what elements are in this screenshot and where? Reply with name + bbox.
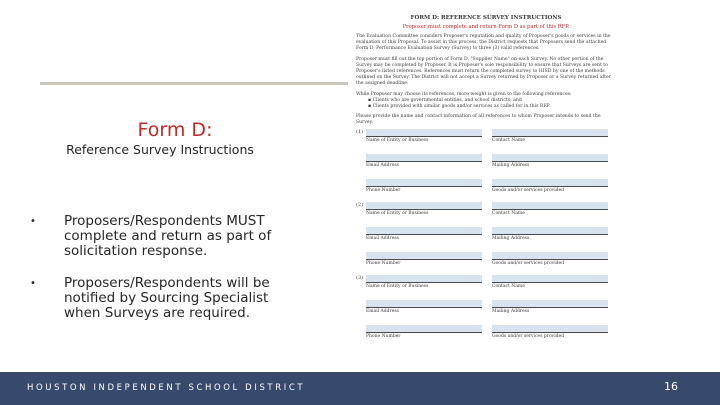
bullet-text: Proposers/Respondents will be notified by Sourcing Specialist when Surveys are required. bbox=[64, 275, 270, 321]
mailing-label: Mailing Address bbox=[492, 162, 530, 168]
contact-field bbox=[492, 129, 608, 137]
contact-label: Contact Name bbox=[492, 283, 525, 289]
goods-label: Goods and/or services provided bbox=[492, 260, 565, 266]
entity-field bbox=[366, 129, 482, 137]
mailing-label: Mailing Address bbox=[492, 308, 530, 314]
contact-label: Contact Name bbox=[492, 137, 525, 143]
phone-label: Phone Number bbox=[366, 333, 401, 339]
phone-label: Phone Number bbox=[366, 260, 401, 266]
footer-bar bbox=[0, 372, 720, 405]
bullet-item bbox=[30, 276, 295, 321]
mailing-field bbox=[492, 154, 608, 162]
form-d-document-image bbox=[350, 13, 622, 358]
goods-label: Goods and/or services provided bbox=[492, 187, 565, 193]
reference-block bbox=[356, 273, 622, 346]
doc-sub-bullet: ▪ Clients provided with similar goods and/or services as called for in this RFP. bbox=[368, 104, 551, 110]
reference-number: (2) bbox=[356, 201, 364, 208]
doc-sub-bullet-text: Clients who are governmental entities, and school districts; and bbox=[372, 97, 522, 103]
email-field bbox=[366, 154, 482, 162]
mailing-field bbox=[492, 227, 608, 235]
entity-label: Name of Entity or Business bbox=[366, 283, 429, 289]
page-number: 16 bbox=[664, 380, 678, 393]
reference-number: (3) bbox=[356, 274, 364, 281]
header-divider bbox=[40, 82, 348, 85]
doc-title: FORM D: REFERENCE SURVEY INSTRUCTIONS bbox=[410, 15, 562, 21]
doc-paragraph: While Proposer may choose its references, more weight is given to the following references: bbox=[356, 91, 572, 97]
slide-title: Form D: bbox=[137, 119, 213, 141]
doc-paragraph: Proposer must fill out the top portion of Form D, "Supplier Name" on each Survey. No other portion of the Survey may be completed by Proposer. It is Proposer's sole responsibility to ensure that Surveys are sent to Proposer's listed references. References must return the completed survey to HISD by one of the methods outlined on the Survey. The District will not accept a Survey returned by Proposer or a Survey returned after the assigned deadline. bbox=[356, 56, 611, 87]
phone-field bbox=[366, 179, 482, 187]
email-label: Email Address bbox=[366, 308, 399, 314]
email-field bbox=[366, 227, 482, 235]
doc-paragraph: The Evaluation Committee considers Proposer's reputation and quality of Proposer's goods or services in the evaluation of this Proposal. To assist in this process, the District requests that Proposers send the attached Form D, Performance Evaluation Survey (Survey) to three (3) valid references. bbox=[356, 34, 611, 52]
doc-subtitle: Proposer must complete and return Form D as part of this RFP. bbox=[402, 24, 570, 30]
doc-sub-bullet-text: Clients provided with similar goods and/or services as called for in this RFP. bbox=[372, 104, 551, 110]
mailing-label: Mailing Address bbox=[492, 235, 530, 241]
email-label: Email Address bbox=[366, 235, 399, 241]
contact-field bbox=[492, 275, 608, 283]
phone-field bbox=[366, 325, 482, 333]
email-field bbox=[366, 300, 482, 308]
mailing-field bbox=[492, 300, 608, 308]
email-label: Email Address bbox=[366, 162, 399, 168]
reference-block bbox=[356, 127, 622, 200]
bullet-text: Proposers/Respondents MUST complete and return as part of solicitation response. bbox=[64, 213, 272, 259]
entity-field bbox=[366, 202, 482, 210]
doc-closing: Please provide the name and contact information of all references to whom Proposer intends to send the Survey. bbox=[356, 114, 601, 126]
goods-label: Goods and/or services provided bbox=[492, 333, 565, 339]
bullet-item bbox=[30, 214, 295, 259]
phone-label: Phone Number bbox=[366, 187, 401, 193]
bullet-list bbox=[30, 214, 295, 338]
bullet-icon: • bbox=[30, 278, 36, 289]
entity-label: Name of Entity or Business bbox=[366, 137, 429, 143]
contact-field bbox=[492, 202, 608, 210]
reference-number: (1) bbox=[356, 128, 364, 135]
bullet-icon: • bbox=[30, 216, 36, 227]
doc-sub-bullet: ▪ Clients who are governmental entities, and school districts; and bbox=[368, 97, 522, 103]
goods-field bbox=[492, 325, 608, 333]
phone-field bbox=[366, 252, 482, 260]
contact-label: Contact Name bbox=[492, 210, 525, 216]
entity-field bbox=[366, 275, 482, 283]
reference-block bbox=[356, 200, 622, 273]
footer-district-name: HOUSTON INDEPENDENT SCHOOL DISTRICT bbox=[27, 383, 306, 393]
goods-field bbox=[492, 252, 608, 260]
goods-field bbox=[492, 179, 608, 187]
entity-label: Name of Entity or Business bbox=[366, 210, 429, 216]
slide-subtitle: Reference Survey Instructions bbox=[66, 142, 254, 157]
